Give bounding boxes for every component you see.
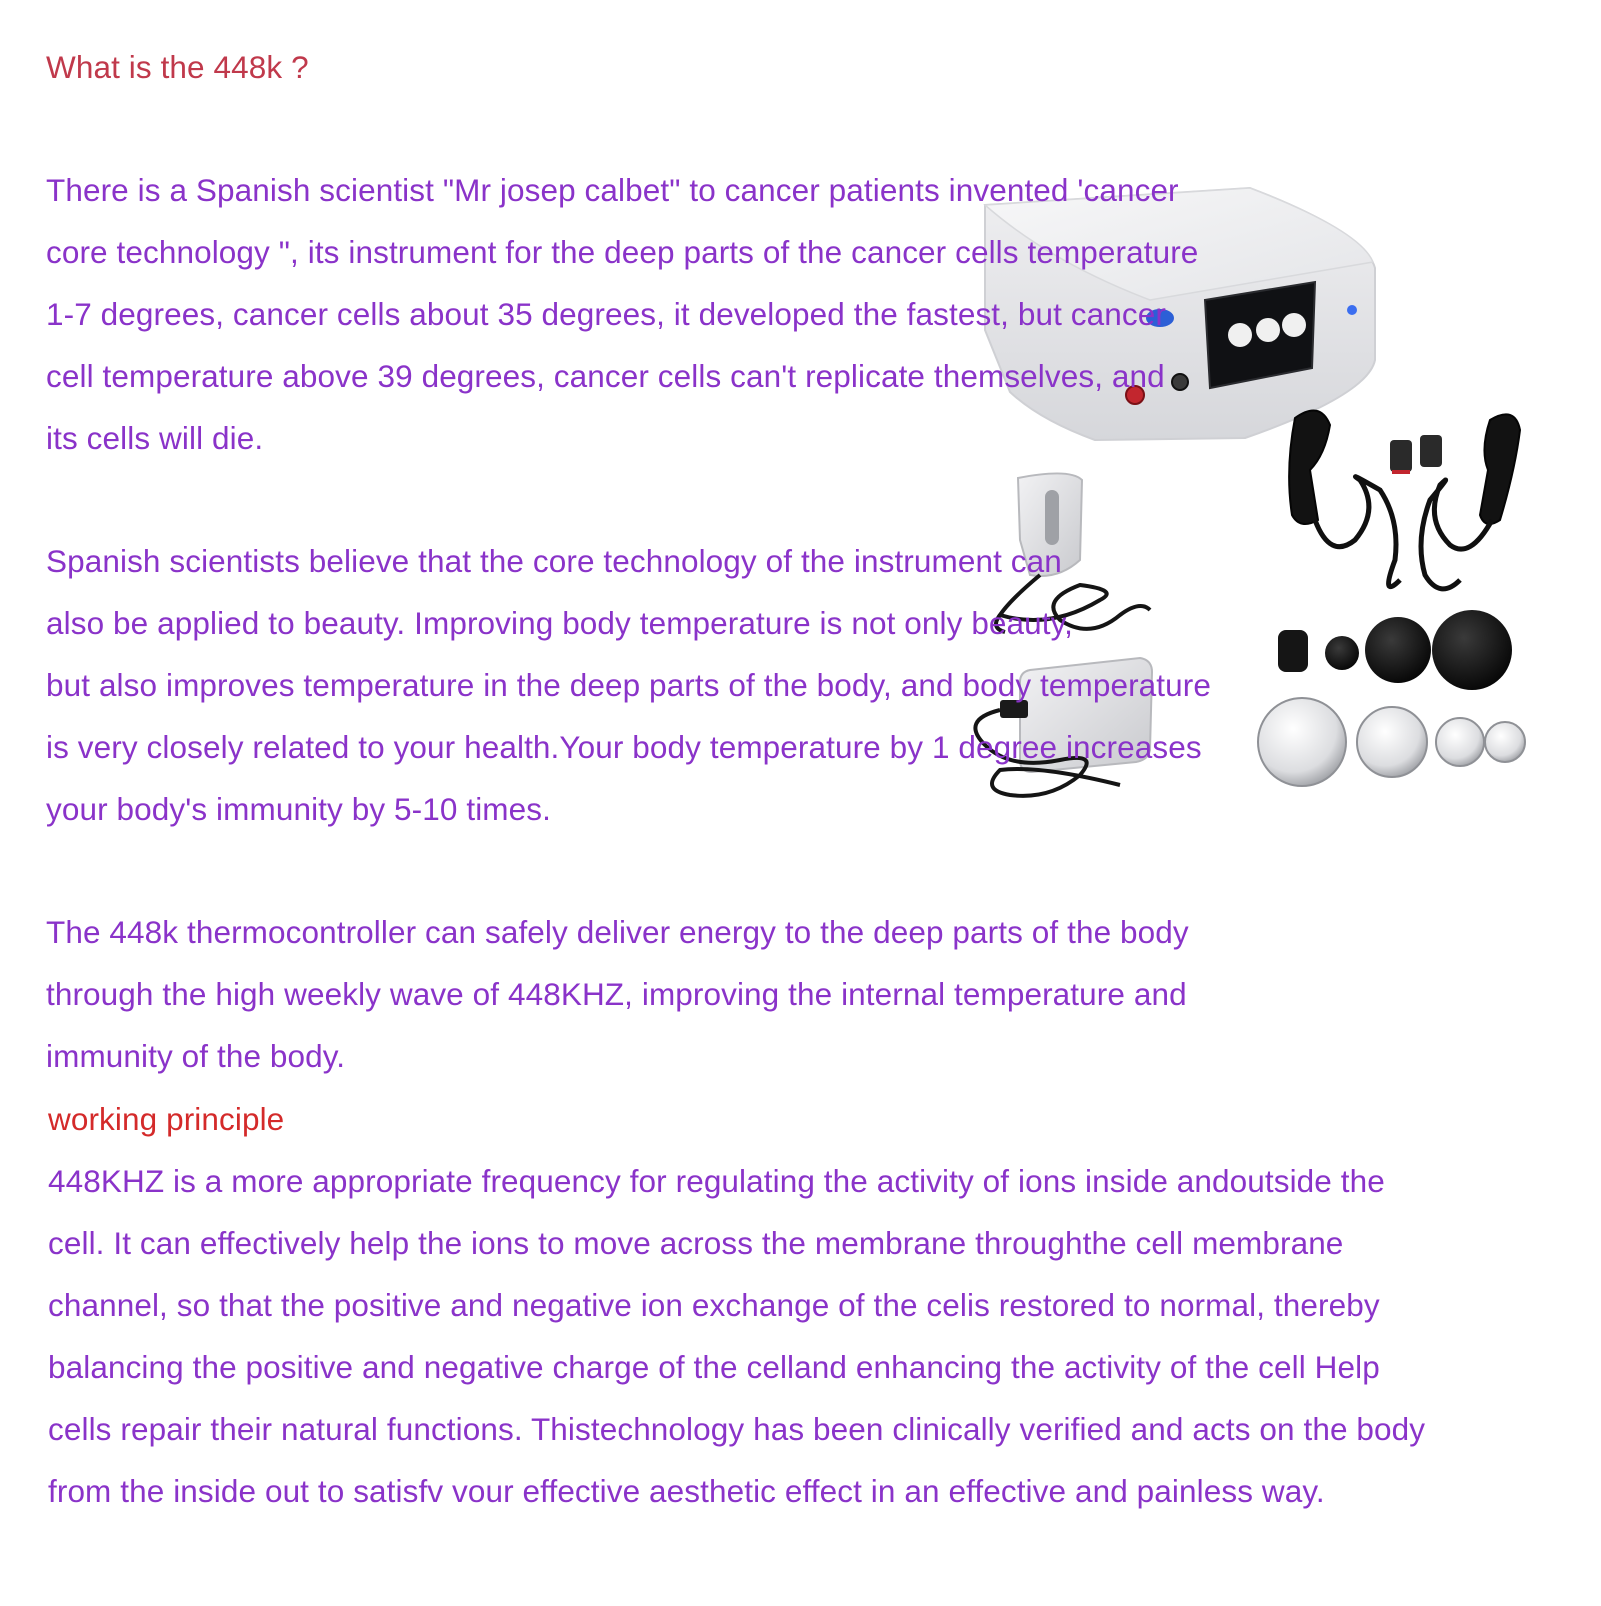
paragraph-3-line: immunity of the body. bbox=[46, 1038, 346, 1074]
paragraph-2-line: your body's immunity by 5-10 times. bbox=[46, 791, 551, 827]
paragraph-3-line: through the high weekly wave of 448KHZ, improving the internal temperature and bbox=[46, 976, 1187, 1012]
paragraph-4-line: channel, so that the positive and negative ion exchange of the celis restored to normal, thereby bbox=[48, 1287, 1380, 1323]
paragraph-4-line: 448KHZ is a more appropriate frequency for regulating the activity of ions inside andoutside the bbox=[48, 1163, 1385, 1199]
paragraph-3-line: The 448k thermocontroller can safely deliver energy to the deep parts of the body bbox=[46, 914, 1189, 950]
paragraph-4-line: cells repair their natural functions. Thistechnology has been clinically verified and acts on the body bbox=[48, 1411, 1426, 1447]
paragraph-1-line: There is a Spanish scientist "Mr josep calbet" to cancer patients invented 'cancer bbox=[46, 172, 1179, 208]
paragraph-1-line: cell temperature above 39 degrees, cancer cells can't replicate themselves, and bbox=[46, 358, 1165, 394]
paragraph-2-line: also be applied to beauty. Improving body temperature is not only beauty, bbox=[46, 605, 1074, 641]
paragraph-4-line: balancing the positive and negative charge of the celland enhancing the activity of the cell Help bbox=[48, 1349, 1380, 1385]
page-title: What is the 448k ? bbox=[46, 49, 309, 85]
paragraph-1-line: its cells will die. bbox=[46, 420, 264, 456]
section-heading: working principle bbox=[48, 1101, 285, 1137]
paragraph-4-line: cell. It can effectively help the ions to move across the membrane throughthe cell membrane bbox=[48, 1225, 1344, 1261]
paragraph-4-line: from the inside out to satisfv vour effective aesthetic effect in an effective and painless way. bbox=[48, 1473, 1325, 1509]
paragraph-2-line: but also improves temperature in the deep parts of the body, and body temperature bbox=[46, 667, 1211, 703]
paragraph-1-line: core technology ", its instrument for the deep parts of the cancer cells temperature bbox=[46, 234, 1199, 270]
paragraph-1-line: 1-7 degrees, cancer cells about 35 degrees, it developed the fastest, but cancer bbox=[46, 296, 1166, 332]
paragraph-2-line: is very closely related to your health.Your body temperature by 1 degree increases bbox=[46, 729, 1202, 765]
paragraph-2-line: Spanish scientists believe that the core technology of the instrument can bbox=[46, 543, 1062, 579]
